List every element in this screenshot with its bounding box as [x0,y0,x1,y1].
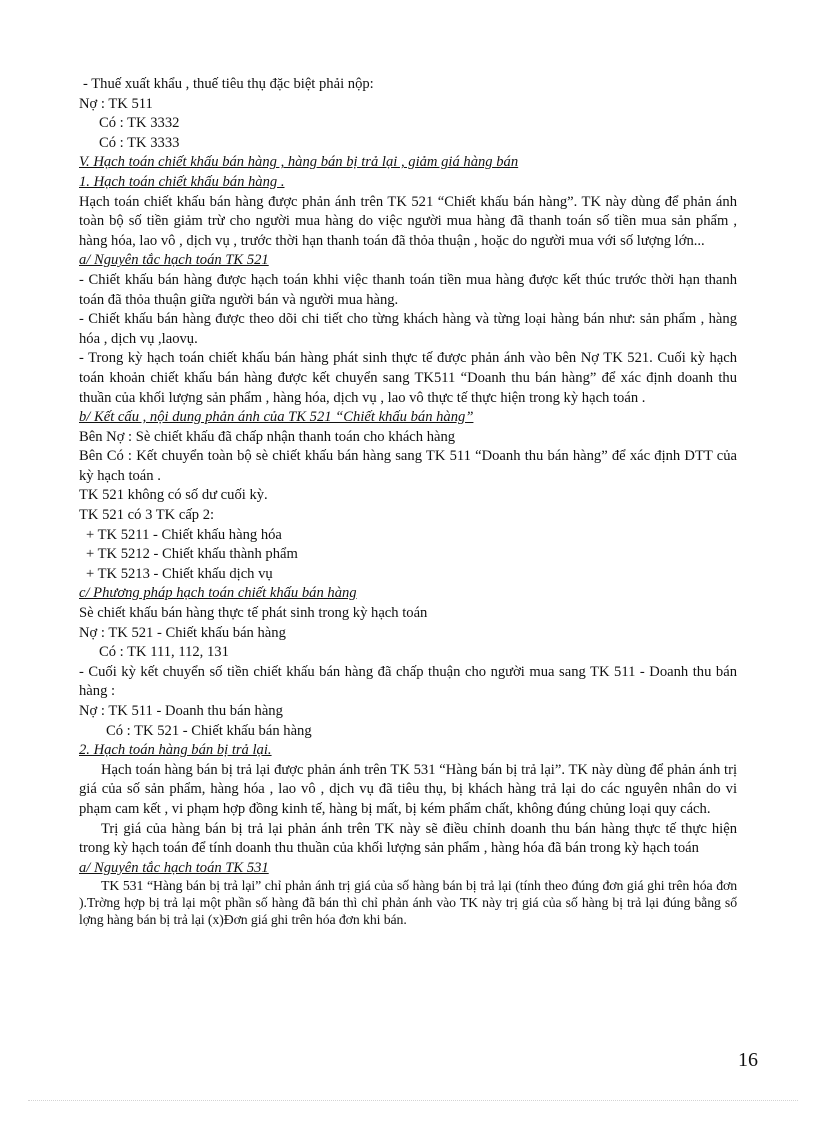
section-v-heading: V. Hạch toán chiết khấu bán hàng , hàng bán bị trả lại , giảm giá hàng bán [79,154,519,171]
subsection-2-heading: 2. Hạch toán hàng bán bị trả lại. [79,742,272,759]
returned-goods-paragraph-1: Hạch toán hàng bán bị trả lại được phản ánh trên TK 531 “Hàng bán bị trả lại”. TK này dùng để phản ánh trị giá của số sản phẩm, hàng hóa , lao vô , dịch vụ đã tiêu thụ, bị khách hàng trả lại do các nguyên nhân do vi phạm cam kết , vi phạm hợp đồng kinh tế, hàng bị mất, bị kém phẩm chất, không đúng chủng loại quy cách. [79,761,737,817]
principle-bullet-2: - Chiết khấu bán hàng được theo dõi chi tiết cho từng khách hàng và từng loại hàng bán như: sản phẩm , hàng hóa , dịch vụ ,laovụ. [79,311,737,347]
page-number: 16 [738,1049,758,1071]
text-line-actual-discount: Sè chiết khấu bán hàng thực tế phát sinh trong kỳ hạch toán [79,605,428,622]
account-5211: + TK 5211 - Chiết khấu hàng hóa [86,526,282,543]
principles-531-paragraph: TK 531 “Hàng bán bị trả lại” chỉ phản ánh trị giá của số hàng bán bị trả lại (tính theo đúng đơn giá ghi trên hóa đơn ).Trờng hợp bị trả lại một phần số hàng đã bán thì chỉ phản ánh vào TK này trị giá của số hàng bị trả lại đúng bằng số lợng hàng bán bị trả lại (x)Đơn giá ghi trên hóa đơn khi bán. [79,878,737,927]
principle-bullet-1: - Chiết khấu bán hàng được hạch toán khhi việc thanh toán tiền mua hàng được kết thúc trước thời hạn thanh toán đã thỏa thuận giữa người bán và người mua hàng. [79,271,737,308]
heading-a-principles-531: a/ Nguyên tắc hạch toán TK 531 [79,859,269,876]
text-line-export-tax: - Thuế xuất khẩu , thuế tiêu thụ đặc biệt phải nộp: [83,76,374,92]
principle-bullet-3: - Trong kỳ hạch toán chiết khấu bán hàng phát sinh thực tế được phản ánh vào bên Nợ TK 521. Cuối kỳ hạch toán khoản chiết khấu bán hàng được kết chuyển sang TK511 “Doanh thu bán hàng” để xác định doanh thu thuần của khối lượng sản phẩm , hàng hóa, dịch vụ , lao vô thực tế thực hiện trong kỳ hạch toán . [79,350,737,406]
heading-b-structure-521: b/ Kết cấu , nội dung phản ánh của TK 521 “Chiết khấu bán hàng” [79,409,474,426]
text-line-no-balance: TK 521 không có số dư cuối kỳ. [79,487,268,504]
text-line-credit-3333: Có : TK 3333 [99,134,180,151]
text-line-debit-521: Nợ : TK 521 - Chiết khấu bán hàng [79,624,286,641]
document-page [79,75,737,929]
text-line-credit-521-discount: Có : TK 521 - Chiết khấu bán hàng [106,722,312,739]
returned-goods-paragraph-2: Trị giá của hàng bán bị trả lại phản ánh trên TK này sẽ điều chỉnh doanh thu bán hàng thực tế thực hiện trong kỳ hạch toán để tính doanh thu thuần của khối lượng sản phẩm , hàng hóa đã bán trong kỳ hạch toán [79,820,737,857]
account-5213: + TK 5213 - Chiết khấu dịch vụ [86,565,273,582]
closing-transfer-paragraph: - Cuối kỳ kết chuyển số tiền chiết khấu bán hàng đã chấp thuận cho người mua sang TK 511 - Doanh thu bán hàng : [79,663,737,700]
text-line-credit-3332: Có : TK 3332 [99,115,180,132]
text-line-credit-111: Có : TK 111, 112, 131 [99,644,229,661]
text-line-debit-511-revenue: Nợ : TK 511 - Doanh thu bán hàng [79,703,283,719]
text-line-debit-511: Nợ : TK 511 [79,95,153,112]
text-line-level2-accounts: TK 521 có 3 TK cấp 2: [79,507,215,524]
account-5212: + TK 5212 - Chiết khấu thành phẩm [86,546,298,563]
subsection-1-heading: 1. Hạch toán chiết khấu bán hàng . [79,173,285,190]
subsection-1-paragraph: Hạch toán chiết khấu bán hàng được phản ánh trên TK 521 “Chiết khấu bán hàng”. TK này dùng để phản ánh toàn bộ số tiền giảm trừ cho người mua hàng do việc người mua hàng đã thanh toán số tiền mua sản phẩm , hàng hóa, lao vô , dịch vụ , trước thời hạn thanh toán đã thỏa thuận , hoặc do người mua với số lượng lớn... [79,193,737,249]
footer-divider [28,1100,798,1101]
heading-c-method: c/ Phương pháp hạch toán chiết khấu bán hàng [79,585,357,602]
heading-a-principles-521: a/ Nguyên tắc hạch toán TK 521 [79,252,269,269]
text-line-debit-side: Bên Nợ : Sè chiết khấu đã chấp nhận thanh toán cho khách hàng [79,428,456,445]
credit-side-paragraph: Bên Có : Kết chuyển toàn bộ sè chiết khấu bán hàng sang TK 511 “Doanh thu bán hàng” để xác định DTT của kỳ hạch toán . [79,448,737,484]
